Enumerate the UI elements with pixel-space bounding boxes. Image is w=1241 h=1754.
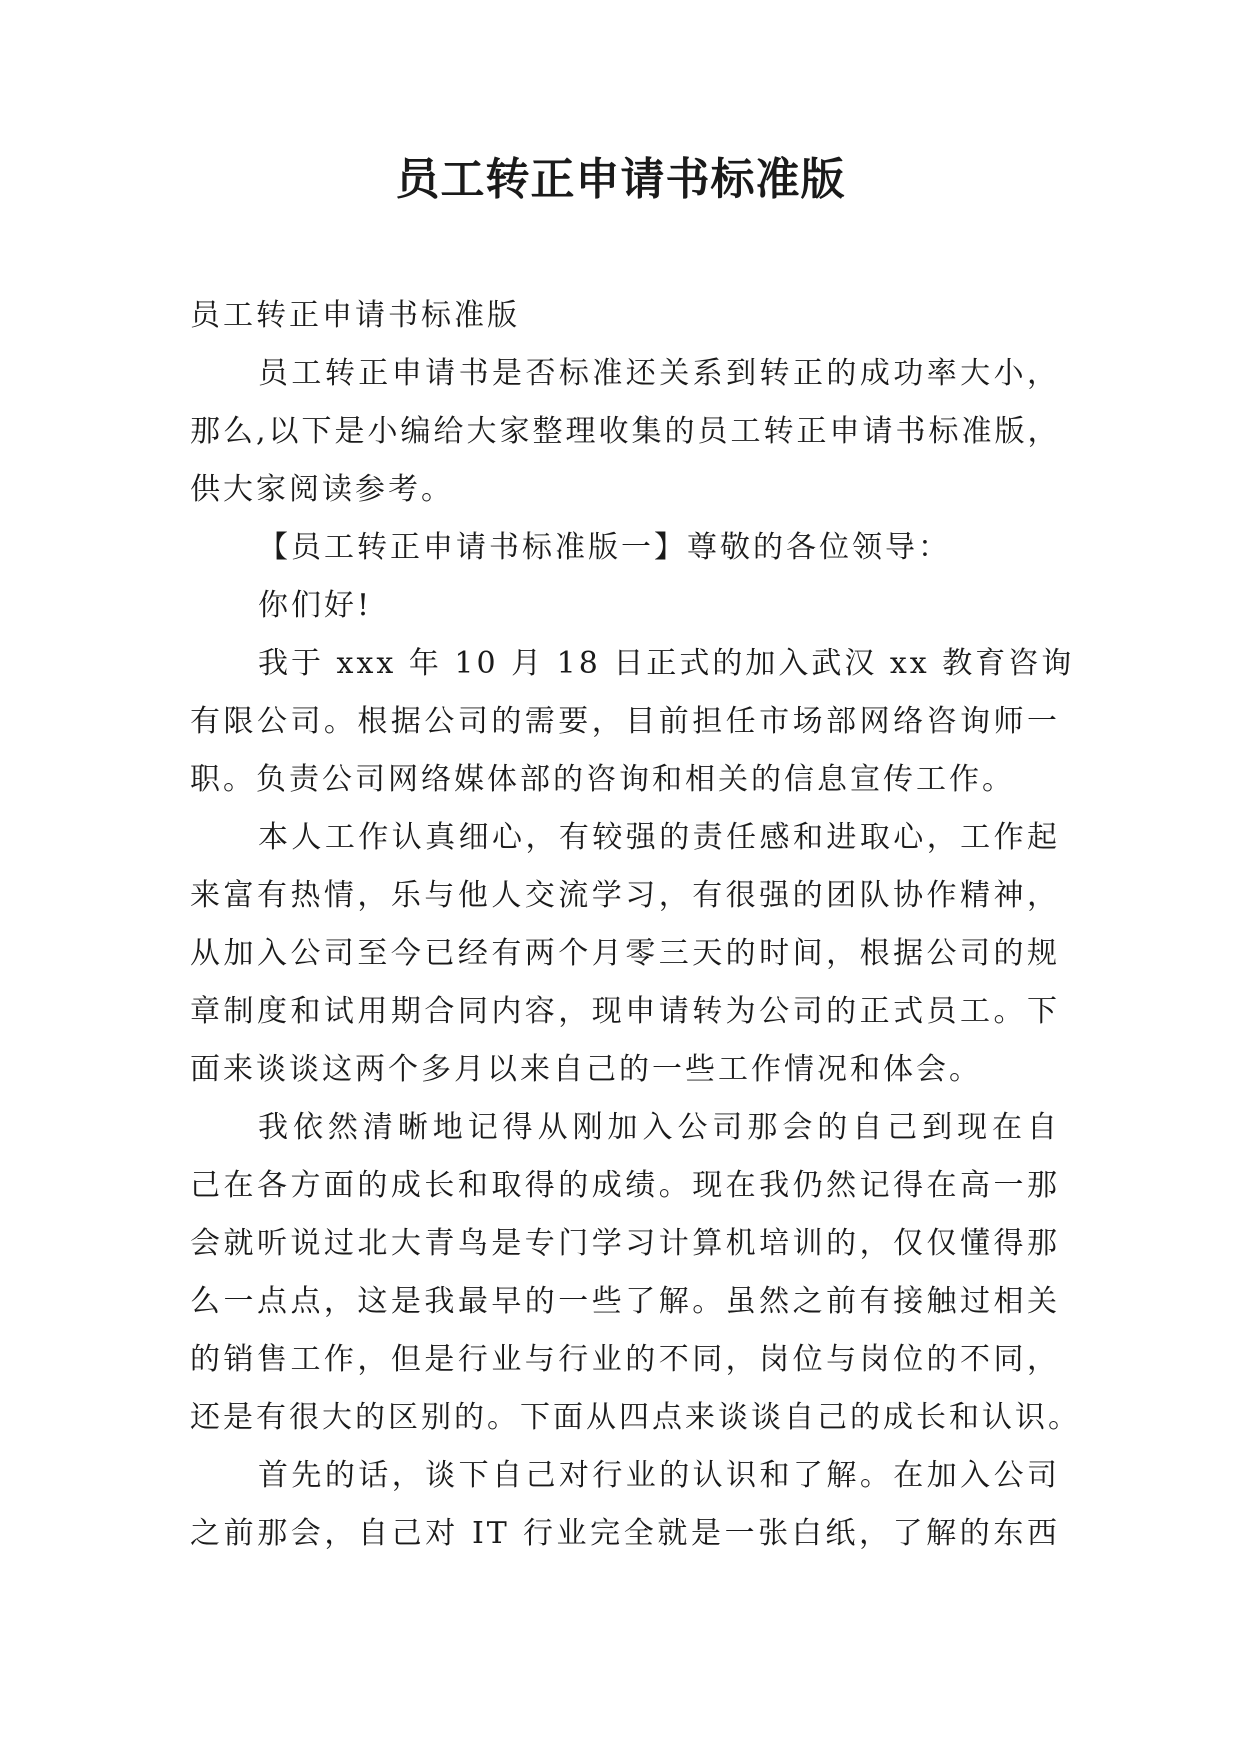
document-title: 员工转正申请书标准版 bbox=[395, 154, 846, 205]
body-line: 从加入公司至今已经有两个月零三天的时间，根据公司的规 bbox=[190, 936, 1060, 971]
body-line: 我于 xxx 年 10 月 18 日正式的加入武汉 xx 教育咨询 bbox=[258, 646, 1075, 681]
body-line: 有限公司。根据公司的需要，目前担任市场部网络咨询师一 bbox=[190, 704, 1060, 739]
body-line: 么一点点，这是我最早的一些了解。虽然之前有接触过相关 bbox=[190, 1284, 1060, 1319]
body-line: 己在各方面的成长和取得的成绩。现在我仍然记得在高一那 bbox=[190, 1168, 1060, 1203]
body-line: 来富有热情，乐与他人交流学习，有很强的团队协作精神， bbox=[190, 878, 1060, 913]
document-body bbox=[190, 287, 1081, 1563]
body-line: 的销售工作，但是行业与行业的不同，岗位与岗位的不同， bbox=[190, 1342, 1060, 1377]
body-line: 首先的话，谈下自己对行业的认识和了解。在加入公司 bbox=[258, 1458, 1060, 1493]
body-line: 【员工转正申请书标准版一】尊敬的各位领导： bbox=[258, 530, 951, 565]
body-line: 员工转正申请书标准版 bbox=[190, 298, 520, 333]
body-line: 之前那会，自己对 IT 行业完全就是一张白纸，了解的东西 bbox=[190, 1516, 1060, 1551]
body-line: 本人工作认真细心，有较强的责任感和进取心，工作起 bbox=[258, 820, 1060, 855]
body-line: 供大家阅读参考。 bbox=[190, 472, 454, 507]
body-line: 你们好! bbox=[258, 588, 373, 623]
body-line: 那么,以下是小编给大家整理收集的员工转正申请书标准版， bbox=[190, 414, 1061, 449]
body-line: 还是有很大的区别的。下面从四点来谈谈自己的成长和认识。 bbox=[190, 1400, 1081, 1435]
body-line: 章制度和试用期合同内容，现申请转为公司的正式员工。下 bbox=[190, 994, 1060, 1029]
body-line: 我依然清晰地记得从刚加入公司那会的自己到现在自 bbox=[258, 1110, 1060, 1145]
body-line: 职。负责公司网络媒体部的咨询和相关的信息宣传工作。 bbox=[190, 762, 1015, 797]
body-line: 面来谈谈这两个多月以来自己的一些工作情况和体会。 bbox=[190, 1052, 982, 1087]
body-line: 员工转正申请书是否标准还关系到转正的成功率大小， bbox=[258, 356, 1060, 391]
body-line: 会就听说过北大青鸟是专门学习计算机培训的，仅仅懂得那 bbox=[190, 1226, 1060, 1261]
